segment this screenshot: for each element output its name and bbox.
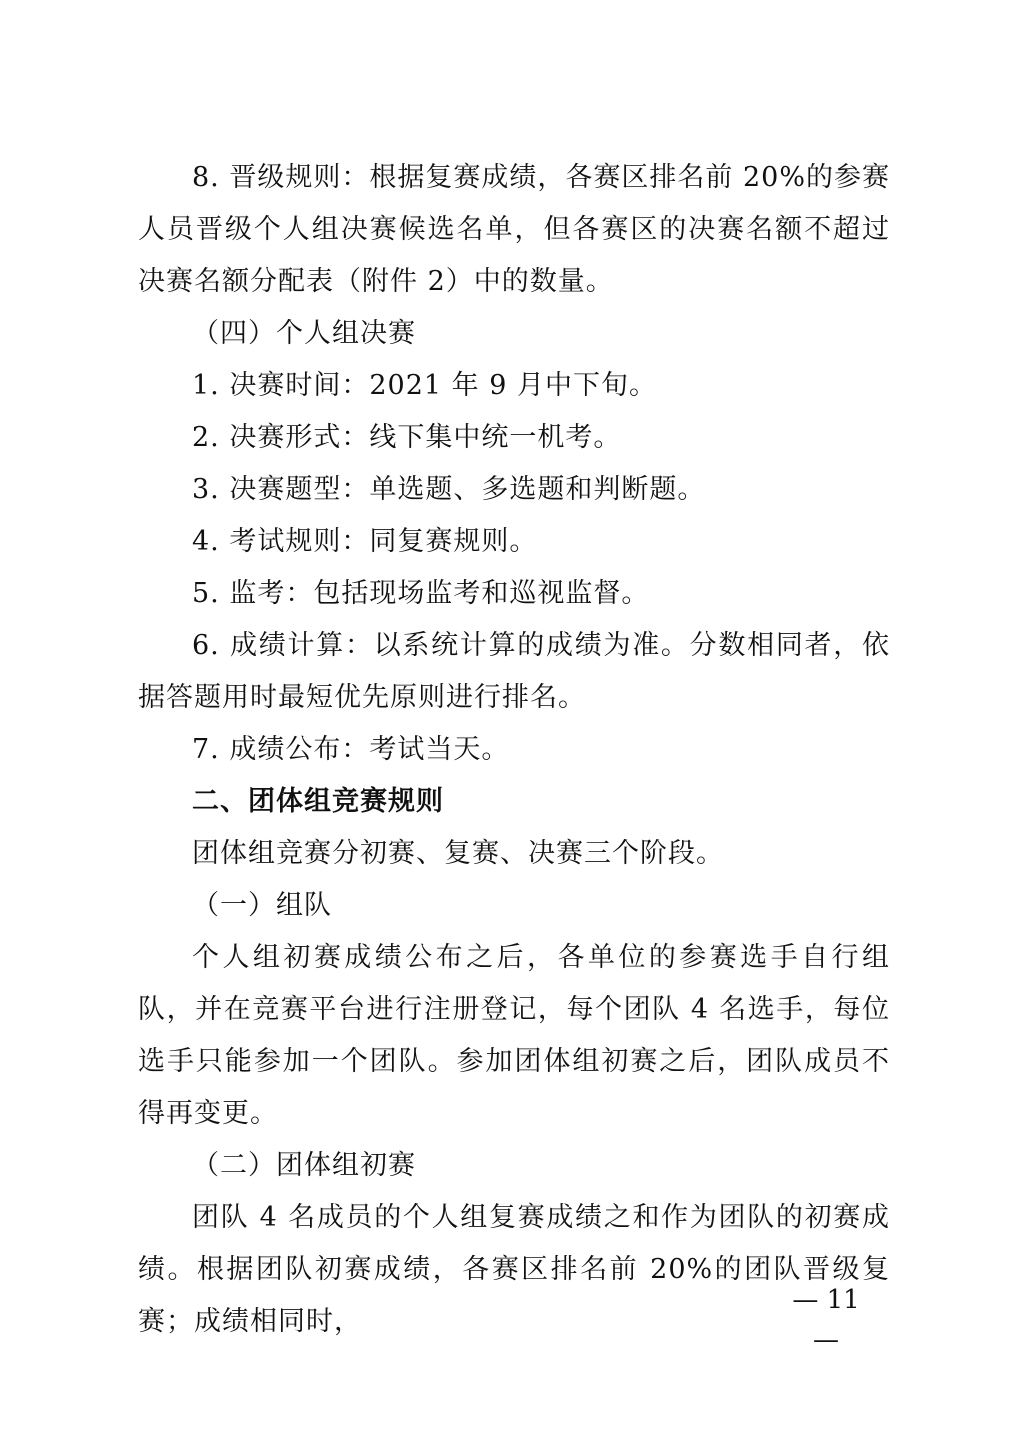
paragraph-promotion-rule: 8. 晋级规则：根据复赛成绩，各赛区排名前 20%的参赛人员晋级个人组决赛候选名单，但各赛区的决赛名额不超过决赛名额分配表（附件 2）中的数量。: [138, 162, 890, 297]
subsection-heading-team-formation: （一）组队: [192, 890, 332, 921]
subsection-heading-team-preliminary: （二）团体组初赛: [192, 1150, 416, 1181]
document-body: [138, 152, 890, 1348]
page-number: — 11 —: [792, 1285, 860, 1355]
section-heading-individual-final: （四）个人组决赛: [192, 318, 416, 349]
paragraph-team-formation: 个人组初赛成绩公布之后，各单位的参赛选手自行组队，并在竞赛平台进行注册登记，每个团队 4 名选手，每位选手只能参加一个团队。参加团体组初赛之后，团队成员不得再变更。: [138, 942, 890, 1129]
list-item-proctoring: 5. 监考：包括现场监考和巡视监督。: [192, 578, 650, 609]
section-heading-team-rules: 二、团体组竞赛规则: [192, 786, 444, 817]
list-item-score-calculation: 6. 成绩计算：以系统计算的成绩为准。分数相同者，依据答题用时最短优先原则进行排名。: [138, 630, 890, 713]
list-item-exam-rules: 4. 考试规则：同复赛规则。: [192, 526, 538, 557]
paragraph-team-stages: 团体组竞赛分初赛、复赛、决赛三个阶段。: [192, 838, 724, 869]
paragraph-team-preliminary: 团队 4 名成员的个人组复赛成绩之和作为团队的初赛成绩。根据团队初赛成绩，各赛区排名前 20%的团队晋级复赛；成绩相同时，: [138, 1202, 890, 1337]
list-item-final-question-types: 3. 决赛题型：单选题、多选题和判断题。: [192, 474, 706, 505]
list-item-score-release: 7. 成绩公布：考试当天。: [192, 734, 510, 765]
list-item-final-time: 1. 决赛时间：2021 年 9 月中下旬。: [192, 370, 657, 401]
list-item-final-format: 2. 决赛形式：线下集中统一机考。: [192, 422, 622, 453]
